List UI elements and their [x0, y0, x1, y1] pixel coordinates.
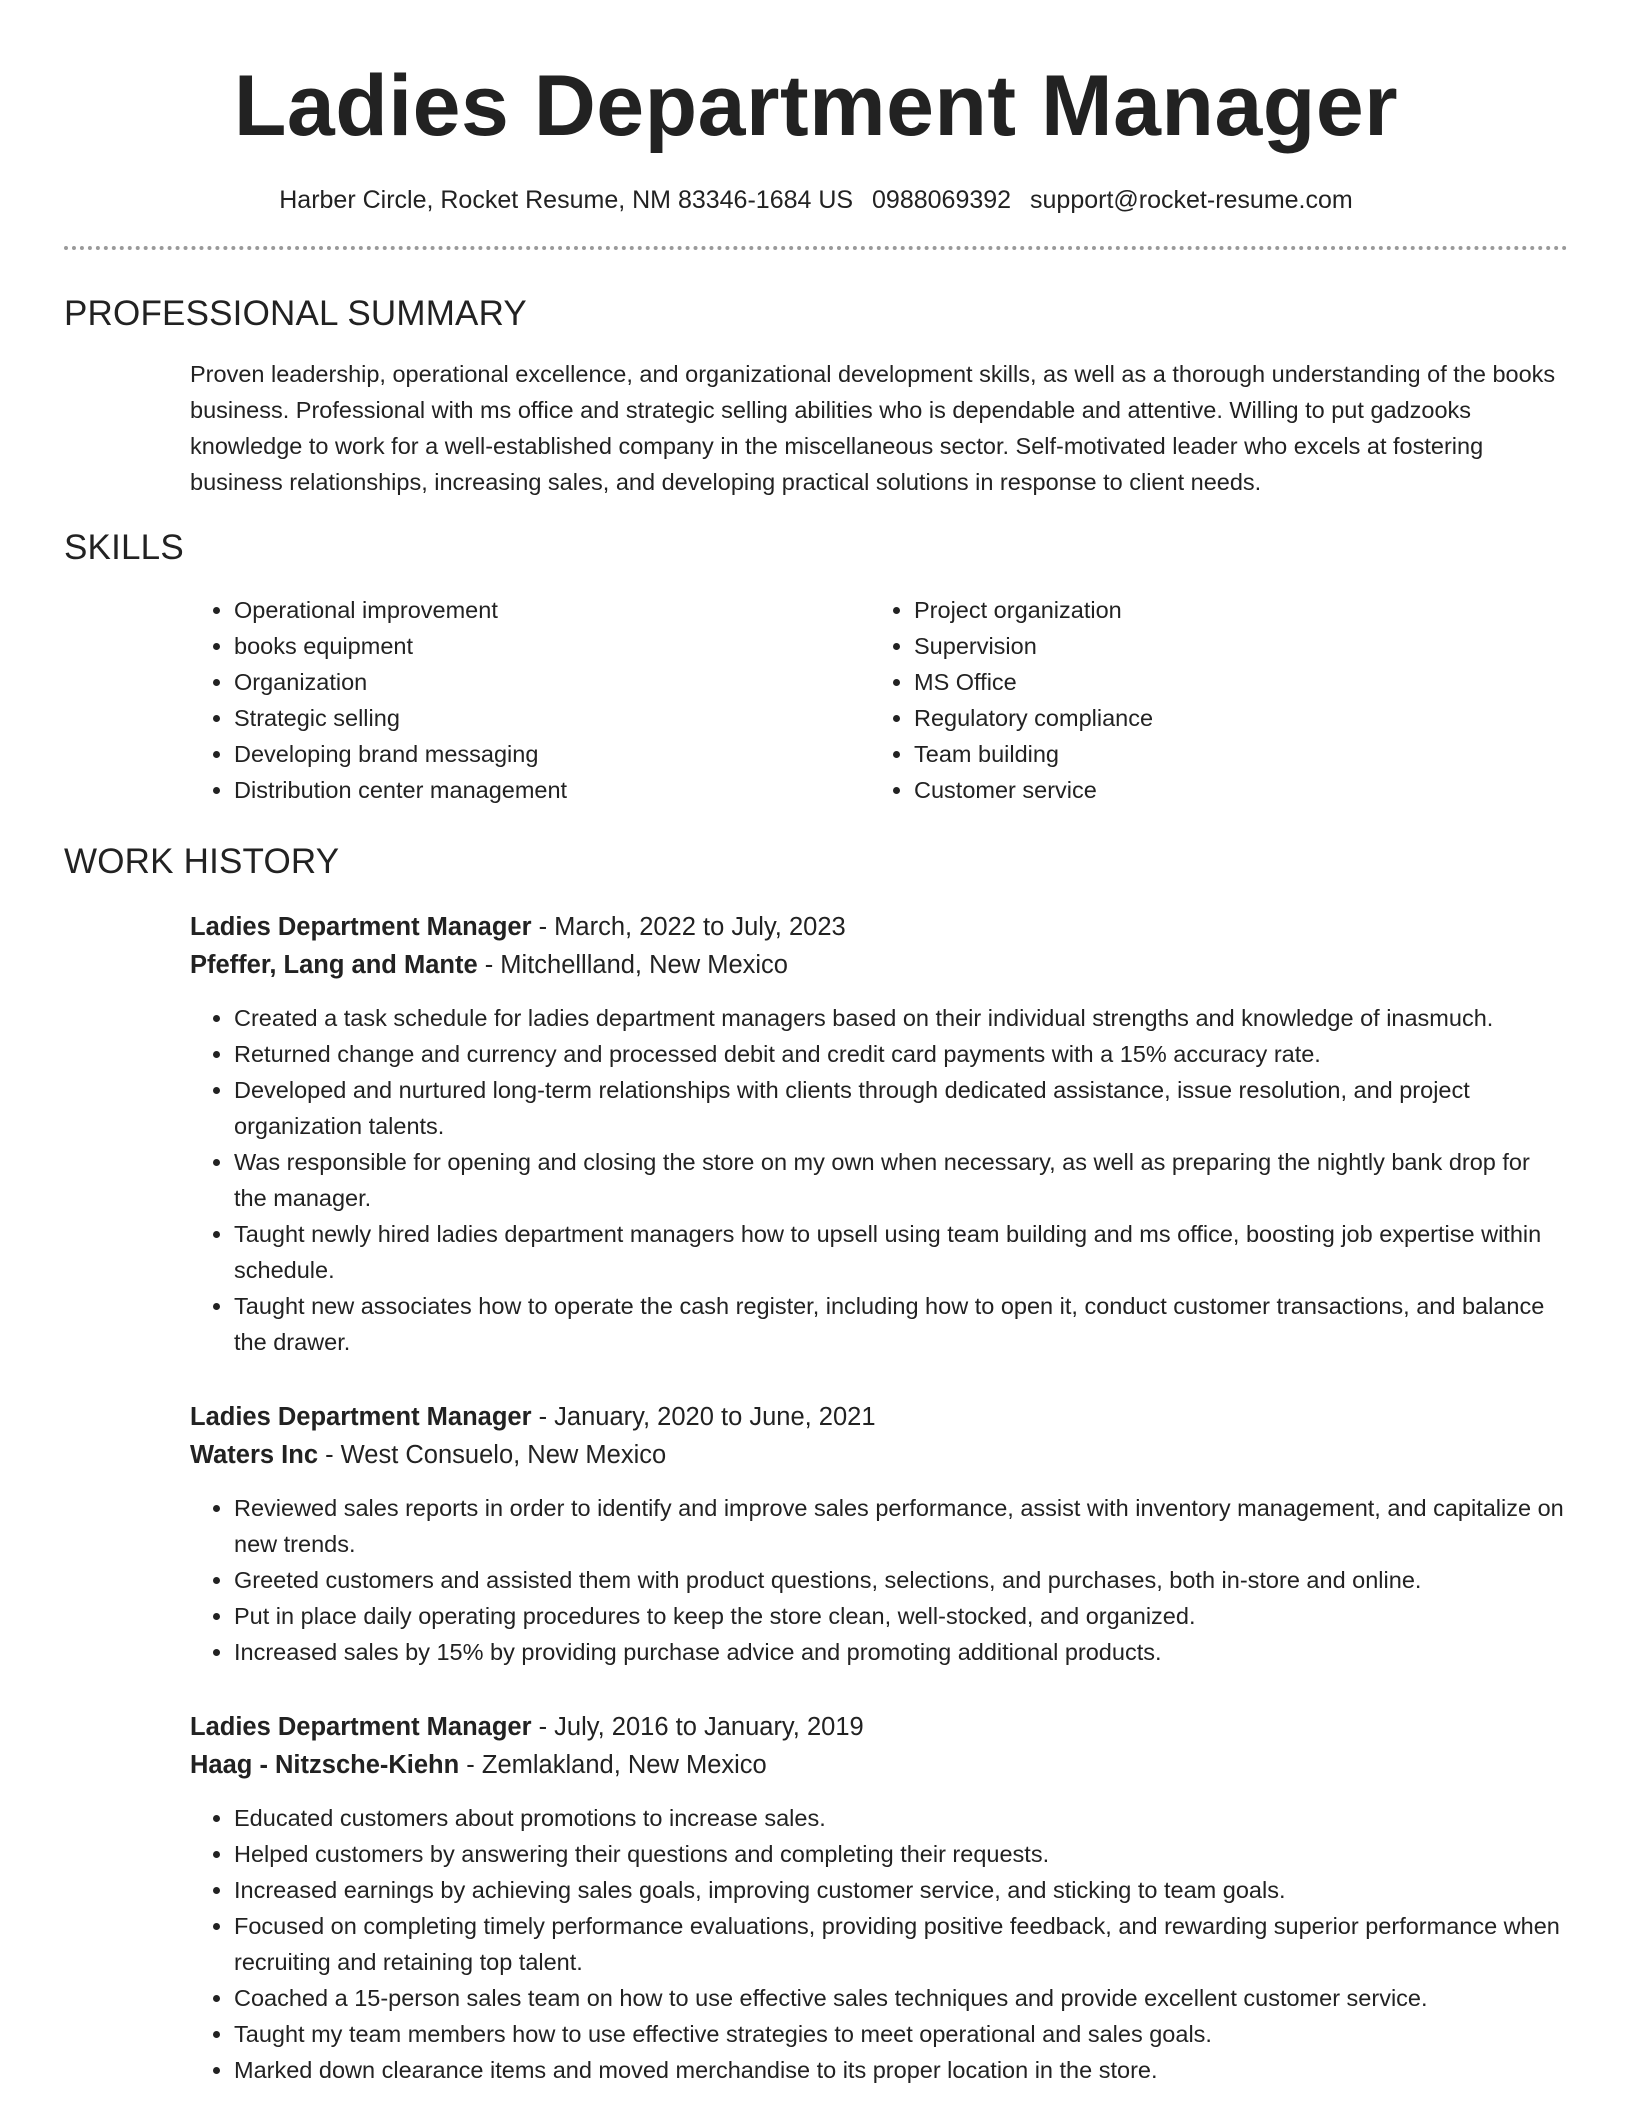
job-bullet: • Helped customers by answering their questions and completing their requests.: [234, 1836, 1568, 1872]
skill-item: • MS Office: [914, 664, 1550, 700]
summary-title: PROFESSIONAL SUMMARY: [64, 294, 527, 333]
skill-item: • Supervision: [914, 628, 1550, 664]
skills-list: [64, 592, 1568, 808]
job-bullet: • Taught my team members how to use effective strategies to meet operational and sales goals.: [234, 2016, 1568, 2052]
job-role: Ladies Department Manager: [190, 1403, 532, 1431]
job-company-line: [190, 1436, 1568, 1474]
skill-item: • Strategic selling: [234, 700, 870, 736]
job-company: Haag - Nitzsche-Kiehn: [190, 1751, 460, 1779]
job-bullet: • Coached a 15-person sales team on how to use effective sales techniques and provide excellent customer service.: [234, 1980, 1568, 2016]
job-location: - Zemlakland, New Mexico: [459, 1751, 767, 1779]
skill-item: • Operational improvement: [234, 592, 870, 628]
skill-item: • Customer service: [914, 772, 1550, 808]
work-history: [64, 908, 1568, 2088]
job-bullet: • Reviewed sales reports in order to identify and improve sales performance, assist with inventory management, and capitalize on new trends.: [234, 1490, 1568, 1562]
skills-title: SKILLS: [64, 528, 184, 567]
job-bullet: • Taught newly hired ladies department managers how to upsell using team building and ms office, boosting job expertise within schedule.: [234, 1216, 1568, 1288]
job-entry: [190, 1708, 1568, 2088]
job-bullet: • Greeted customers and assisted them with product questions, selections, and purchases, both in-store and online.: [234, 1562, 1568, 1598]
job-role-line: [190, 1708, 1568, 1746]
skill-item: • Developing brand messaging: [234, 736, 870, 772]
skill-item: • Team building: [914, 736, 1550, 772]
job-bullets: [190, 1490, 1568, 1670]
job-bullet: • Educated customers about promotions to increase sales.: [234, 1800, 1568, 1836]
job-dates: - July, 2016 to January, 2019: [531, 1713, 864, 1741]
job-bullets: [190, 1800, 1568, 2088]
job-bullet: • Taught new associates how to operate the cash register, including how to open it, conduct customer transactions, and balance the drawer.: [234, 1288, 1568, 1360]
job-company-line: [190, 1746, 1568, 1784]
skills-right-column: [870, 592, 1550, 808]
job-entry: [190, 1398, 1568, 1670]
job-location: - Mitchellland, New Mexico: [477, 951, 788, 979]
job-bullet: • Marked down clearance items and moved merchandise to its proper location in the store.: [234, 2052, 1568, 2088]
skill-item: • Project organization: [914, 592, 1550, 628]
job-bullet: • Increased sales by 15% by providing purchase advice and promoting additional products.: [234, 1634, 1568, 1670]
header-divider: [64, 246, 1568, 250]
job-bullet: • Created a task schedule for ladies department managers based on their individual strengths and knowledge of inasmuch.: [234, 1000, 1568, 1036]
skill-item: • books equipment: [234, 628, 870, 664]
job-entry: [190, 908, 1568, 1360]
skills-left-column: [190, 592, 870, 808]
job-dates: - January, 2020 to June, 2021: [531, 1403, 876, 1431]
contact-address: Harber Circle, Rocket Resume, NM 83346-1684 US: [279, 186, 854, 214]
job-role-line: [190, 1398, 1568, 1436]
job-role: Ladies Department Manager: [190, 1713, 532, 1741]
work-history-title: WORK HISTORY: [64, 842, 340, 881]
job-bullet: • Put in place daily operating procedures to keep the store clean, well-stocked, and organized.: [234, 1598, 1568, 1634]
job-bullet: • Increased earnings by achieving sales goals, improving customer service, and sticking to team goals.: [234, 1872, 1568, 1908]
contact-email: support@rocket-resume.com: [1030, 186, 1353, 214]
job-company: Waters Inc: [190, 1441, 319, 1469]
resume-name: Ladies Department Manager: [233, 58, 1399, 154]
skill-item: • Organization: [234, 664, 870, 700]
job-dates: - March, 2022 to July, 2023: [531, 913, 846, 941]
job-bullet: • Focused on completing timely performance evaluations, providing positive feedback, and rewarding superior performance when recruiting and retaining top talent.: [234, 1908, 1568, 1980]
summary-text: Proven leadership, operational excellence, and organizational development skills, as well as a thorough understanding of the books business. Professional with ms office and strategic selling abilities who is dependable and attentive. Willing to put gadzooks knowledge to work for a well-established company in the miscellaneous sector. Self-motivated leader who excels at fostering business relationships, increasing sales, and developing practical solutions in response to client needs.: [190, 361, 1556, 495]
job-bullet: • Developed and nurtured long-term relationships with clients through dedicated assistance, issue resolution, and project organization talents.: [234, 1072, 1568, 1144]
job-role-line: [190, 908, 1568, 946]
job-bullet: • Was responsible for opening and closing the store on my own when necessary, as well as preparing the nightly bank drop for the manager.: [234, 1144, 1568, 1216]
job-location: - West Consuelo, New Mexico: [318, 1441, 667, 1469]
job-bullets: [190, 1000, 1568, 1360]
skill-item: • Distribution center management: [234, 772, 870, 808]
skill-item: • Regulatory compliance: [914, 700, 1550, 736]
job-role: Ladies Department Manager: [190, 913, 532, 941]
contact-line: [64, 184, 1568, 216]
contact-phone: 0988069392: [872, 186, 1012, 214]
job-company-line: [190, 946, 1568, 984]
job-company: Pfeffer, Lang and Mante: [190, 951, 478, 979]
job-bullet: • Returned change and currency and processed debit and credit card payments with a 15% accuracy rate.: [234, 1036, 1568, 1072]
